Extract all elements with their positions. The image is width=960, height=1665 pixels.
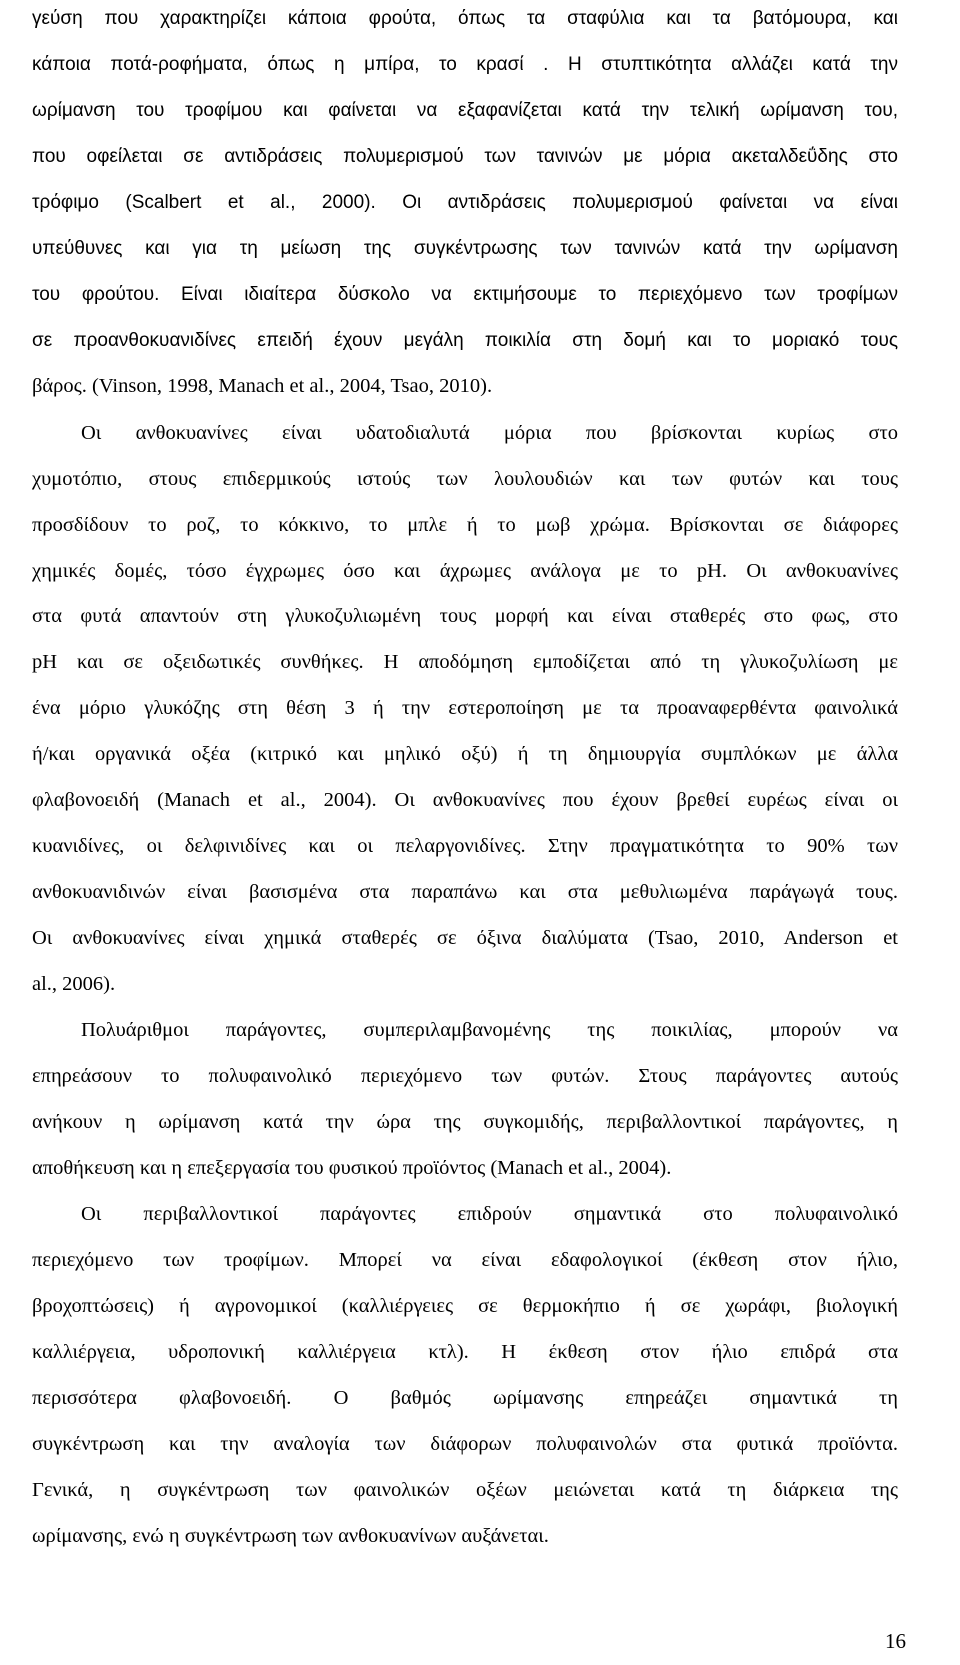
paragraph-first-line: Πολυάριθμοι παράγοντες, συμπεριλαμβανομένης της ποικιλίας, μπορούν να — [81, 1019, 898, 1041]
text-line: κάποια ποτά-ροφήματα, όπως η μπίρα, το κρασί . Η στυπτικότητα αλλάζει κατά την — [32, 54, 898, 75]
text-line: αποθήκευση και η επεξεργασία του φυσικού προϊόντος (Manach et al., 2004). — [32, 1157, 672, 1179]
paragraph-first-line: Οι ανθοκυανίνες είναι υδατοδιαλυτά μόρια που βρίσκονται κυρίως στο — [81, 422, 898, 444]
text-line: φλαβονοειδή (Manach et al., 2004). Οι ανθοκυανίνες που έχουν βρεθεί ευρέως είναι οι — [32, 789, 898, 811]
text-line: ανήκουν η ωρίμανση κατά την ώρα της συγκομιδής, περιβαλλοντικοί παράγοντες, η — [32, 1111, 898, 1133]
text-line: ή/και οργανικά οξέα (κιτρικό και μηλικό οξύ) ή τη δημιουργία συμπλόκων με άλλα — [32, 743, 898, 765]
text-line: χημικές δομές, τόσο έγχρωμες όσο και άχρωμες ανάλογα με το pH. Οι ανθοκυανίνες — [32, 560, 898, 582]
text-line: στα φυτά απαντούν στη γλυκοζυλιωμένη τους μορφή και είναι σταθερές στο φως, στο — [32, 605, 898, 627]
text-line: υπεύθυνες και για τη μείωση της συγκέντρωσης των τανινών κατά την ωρίμανση — [32, 238, 898, 259]
text-line: του φρούτου. Είναι ιδιαίτερα δύσκολο να εκτιμήσουμε το περιεχόμενο των τροφίμων — [32, 284, 898, 305]
text-line: επηρεάσουν το πολυφαινολικό περιεχόμενο των φυτών. Στους παράγοντες αυτούς — [32, 1065, 898, 1087]
text-line: Οι ανθοκυανίνες είναι χημικά σταθερές σε όξινα διαλύματα (Tsao, 2010, Anderson et — [32, 927, 898, 949]
text-line: ωρίμανση του τροφίμου και φαίνεται να εξαφανίζεται κατά την τελική ωρίμανση του, — [32, 100, 898, 121]
text-line: σε προανθοκυανιδίνες επειδή έχουν μεγάλη ποικιλία στη δομή και το μοριακό τους — [32, 330, 898, 351]
text-line: γεύση που χαρακτηρίζει κάποια φρούτα, όπως τα σταφύλια και τα βατόμουρα, και — [32, 8, 898, 29]
text-line: καλλιέργεια, υδροπονική καλλιέργεια κτλ). Η έκθεση στον ήλιο επιδρά στα — [32, 1341, 898, 1363]
text-line: τρόφιμο (Scalbert et al., 2000). Οι αντιδράσεις πολυμερισμού φαίνεται να είναι — [32, 192, 898, 213]
text-line: περισσότερα φλαβονοειδή. Ο βαθμός ωρίμανσης επηρεάζει σημαντικά τη — [32, 1387, 898, 1409]
text-line: pH και σε οξειδωτικές συνθήκες. Η αποδόμηση εμποδίζεται από τη γλυκοζυλίωση με — [32, 651, 898, 673]
text-line: Γενικά, η συγκέντρωση των φαινολικών οξέων μειώνεται κατά τη διάρκεια της — [32, 1479, 898, 1501]
text-line: al., 2006). — [32, 973, 116, 995]
page-number: 16 — [885, 1629, 906, 1653]
text-line: βάρος. (Vinson, 1998, Manach et al., 2004, Tsao, 2010). — [32, 375, 493, 397]
text-line: βροχοπτώσεις) ή αγρονομικοί (καλλιέργειες σε θερμοκήπιο ή σε χωράφι, βιολογική — [32, 1295, 898, 1317]
text-line: χυμοτόπιο, στους επιδερμικούς ιστούς των λουλουδιών και των φυτών και τους — [32, 468, 898, 490]
paragraph-first-line: Οι περιβαλλοντικοί παράγοντες επιδρούν σημαντικά στο πολυφαινολικό — [81, 1203, 898, 1225]
text-line: που οφείλεται σε αντιδράσεις πολυμερισμού των τανινών με μόρια ακεταλδεΰδης στο — [32, 146, 898, 167]
text-line: περιεχόμενο των τροφίμων. Μπορεί να είναι εδαφολογικοί (έκθεση στον ήλιο, — [32, 1249, 898, 1271]
text-line: συγκέντρωση και την αναλογία των διάφορων πολυφαινολών στα φυτικά προϊόντα. — [32, 1433, 898, 1455]
text-line: κυανιδίνες, οι δελφινιδίνες και οι πελαργονιδίνες. Στην πραγματικότητα το 90% των — [32, 835, 898, 857]
text-line: ένα μόριο γλυκόζης στη θέση 3 ή την εστεροποίηση με τα προαναφερθέντα φαινολικά — [32, 697, 898, 719]
text-line: ωρίμανσης, ενώ η συγκέντρωση των ανθοκυανίνων αυξάνεται. — [32, 1525, 549, 1547]
text-line: ανθοκυανιδινών είναι βασισμένα στα παραπάνω και στα μεθυλιωμένα παράγωγά τους. — [32, 881, 898, 903]
text-line: προσδίδουν το ροζ, το κόκκινο, το μπλε ή το μωβ χρώμα. Βρίσκονται σε διάφορες — [32, 514, 898, 536]
